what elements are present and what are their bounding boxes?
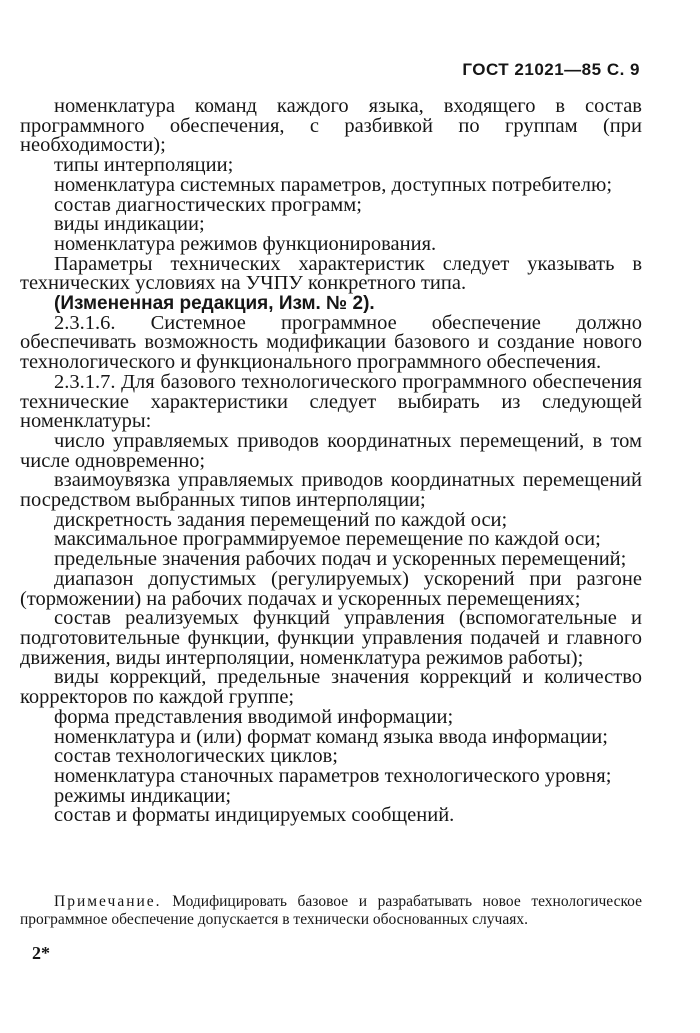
paragraph: Параметры технических характеристик следует указывать в технических условиях на УЧПУ конкретного типа. — [20, 252, 642, 295]
list-item: предельные значения рабочих подач и ускоренных перемещений; — [54, 548, 627, 571]
paragraph: 2.3.1.7. Для базового технологического программного обеспечения технические характеристики следует выбирать из следующей номенклатуры: — [20, 370, 642, 433]
paragraph: состав диагностических программ; — [54, 193, 362, 216]
paragraph: 2.3.1.6. Системное программное обеспечение должно обеспечивать возможность модификации базового и создание нового технологического и функционального программного обеспечения. — [20, 311, 642, 374]
list-item: номенклатура и (или) формат команд языка ввода информации; — [54, 725, 608, 748]
paragraph: номенклатура команд каждого языка, входящего в состав программного обеспечения, с разбивкой по группам (при необходимости); — [20, 95, 642, 157]
document-body — [20, 97, 642, 826]
note-label: Примечание. — [54, 893, 162, 910]
list-item: диапазон допустимых (регулируемых) ускорений при разгоне (торможении) на рабочих подачах и ускоренных перемещениях; — [20, 567, 642, 610]
list-item: виды коррекций, предельные значения коррекций и количество корректоров по каждой группе; — [20, 666, 642, 709]
list-item: форма представления вводимой информации; — [54, 705, 454, 728]
list-item: число управляемых приводов координатных перемещений, в том числе одновременно; — [20, 429, 642, 472]
list-item: номенклатура станочных параметров технологического уровня; — [54, 764, 612, 787]
footnote — [20, 893, 642, 929]
list-item: максимальное программируемое перемещение по каждой оси; — [54, 528, 601, 551]
list-item: режимы индикации; — [54, 784, 232, 807]
paragraph: типы интерполяции; — [54, 154, 234, 177]
paragraph: номенклатура системных параметров, доступных потребителю; — [54, 173, 613, 196]
note-text: Модифицировать базовое и разрабатывать новое технологическое программное обеспечение допускается в технически обоснованных случаях. — [20, 893, 643, 928]
amendment-note: (Измененная редакция, Изм. № 2). — [54, 293, 375, 315]
paragraph: номенклатура режимов функционирования. — [54, 232, 437, 255]
page-header: ГОСТ 21021—85 С. 9 — [462, 60, 640, 79]
list-item: взаимоувязка управляемых приводов координатных перемещений посредством выбранных типов интерполяции; — [20, 469, 642, 512]
list-item: состав и форматы индицируемых сообщений. — [54, 804, 455, 827]
list-item: состав технологических циклов; — [54, 745, 338, 768]
list-item: состав реализуемых функций управления (вспомогательные и подготовительные функции, функции управления подачей и главного движения, виды интерполяции, номенклатура режимов работы); — [20, 607, 642, 669]
paragraph: виды индикации; — [54, 213, 205, 236]
signature-mark: 2* — [32, 943, 50, 963]
list-item: дискретность задания перемещений по каждой оси; — [54, 508, 508, 531]
